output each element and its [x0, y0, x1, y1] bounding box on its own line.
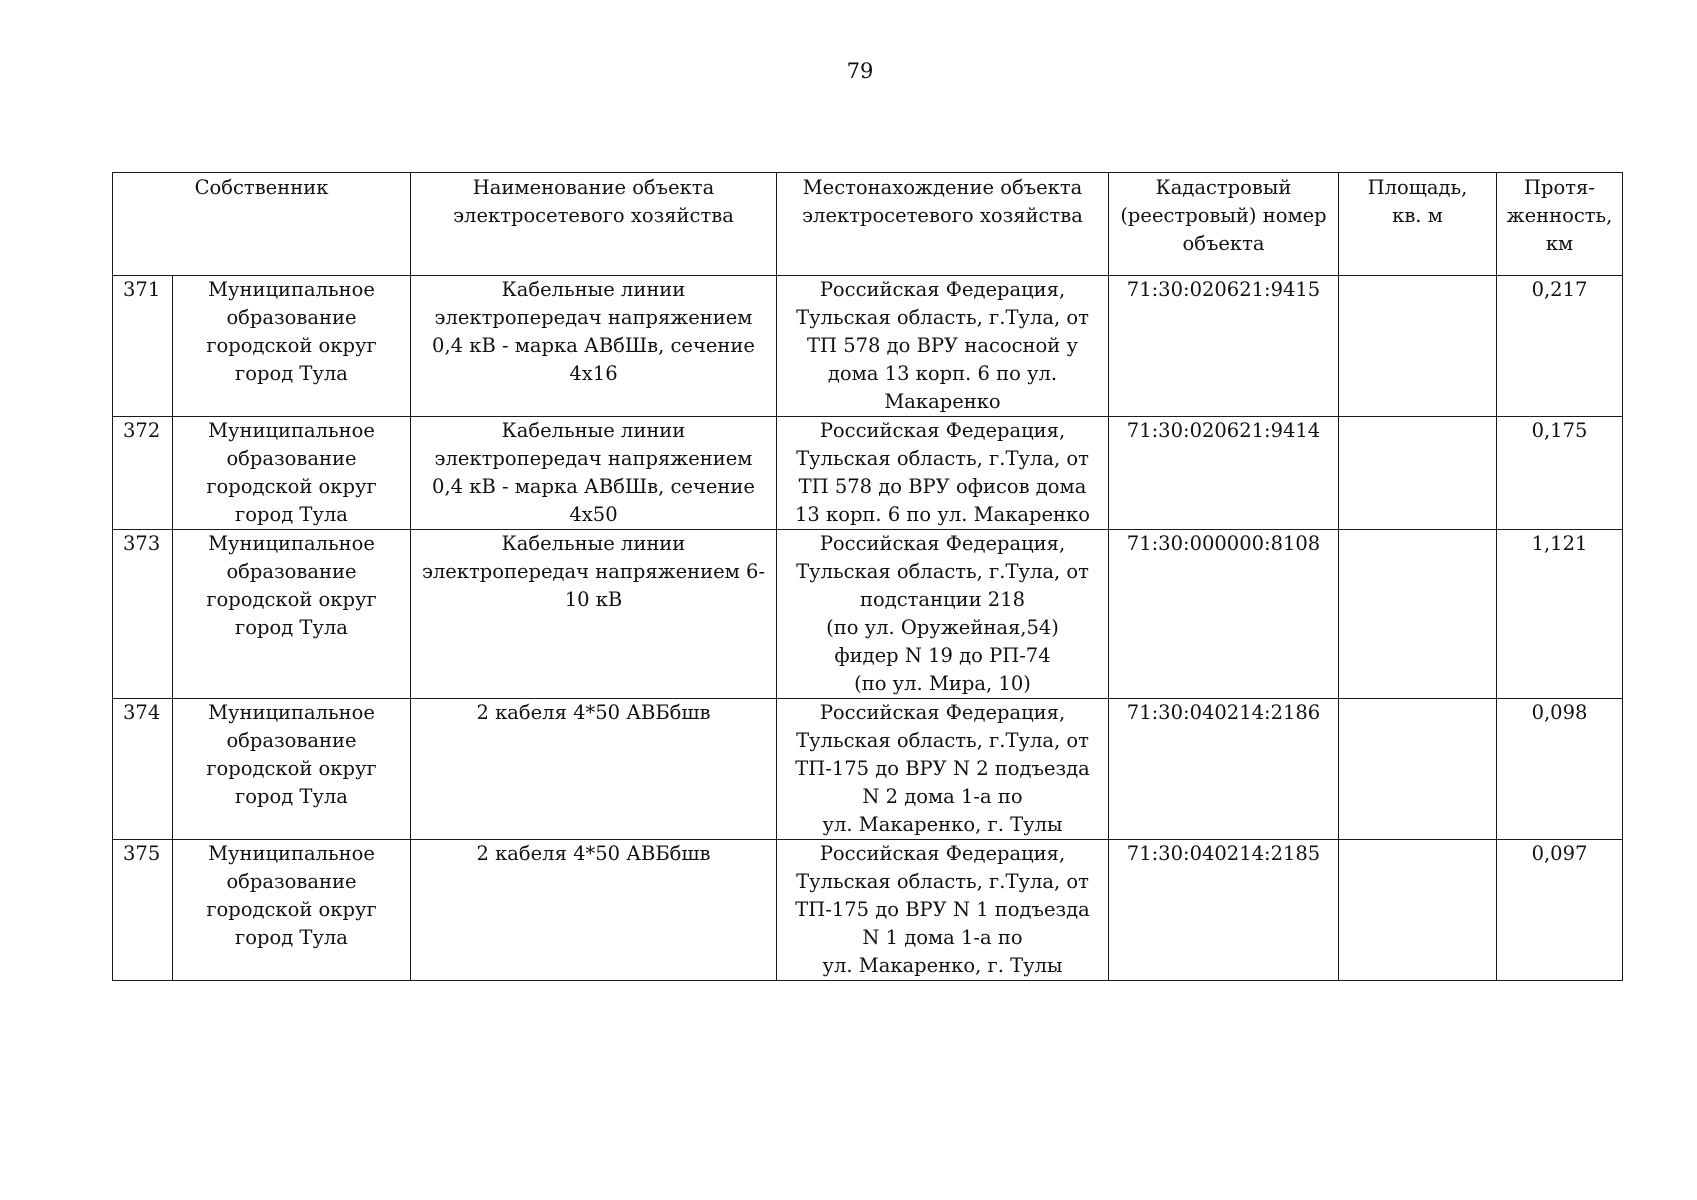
- text-line: Российская Федерация,: [819, 278, 1066, 301]
- row-number: 372: [113, 417, 173, 530]
- text-line: 13 корп. 6 по ул. Макаренко: [795, 503, 1090, 526]
- text-line: дома 13 корп. 6 по ул.: [827, 362, 1058, 385]
- text-line: (по ул. Мира, 10): [854, 672, 1031, 695]
- text-line: образование: [226, 729, 357, 752]
- location-cell: [777, 840, 1109, 981]
- text-line: Муниципальное: [208, 532, 375, 555]
- length-cell: 0,175: [1497, 417, 1623, 530]
- text-line: ул. Макаренко, г. Тулы: [822, 954, 1063, 977]
- text-line: Кабельные линии: [501, 419, 686, 442]
- text-line: (по ул. Оружейная,54): [826, 616, 1059, 639]
- text-line: ТП 578 до ВРУ насосной у: [807, 334, 1078, 357]
- text-line: Местонахождение объекта: [802, 176, 1083, 199]
- text-line: городской округ: [206, 757, 377, 780]
- owner-cell: [173, 699, 411, 840]
- text-line: электропередач напряжением: [434, 447, 753, 470]
- row-number: 374: [113, 699, 173, 840]
- text-line: Собственник: [194, 176, 329, 199]
- area-cell: [1339, 530, 1497, 699]
- text-line: ТП-175 до ВРУ N 1 подъезда: [795, 898, 1090, 921]
- owner-cell: [173, 840, 411, 981]
- text-line: подстанции 218: [859, 588, 1026, 611]
- text-line: N 2 дома 1-а по: [862, 785, 1023, 808]
- text-line: образование: [226, 306, 357, 329]
- text-line: электросетевого хозяйства: [802, 204, 1083, 227]
- header-cadastral-number: [1109, 173, 1339, 276]
- text-line: электропередач напряжением: [434, 306, 753, 329]
- cadastral-number-cell: 71:30:040214:2186: [1109, 699, 1339, 840]
- area-cell: [1339, 840, 1497, 981]
- table-row: [113, 530, 1623, 699]
- text-line: Тульская область, г.Тула, от: [796, 306, 1089, 329]
- text-line: 2 кабеля 4*50 АВБбшв: [476, 701, 711, 724]
- text-line: Муниципальное: [208, 278, 375, 301]
- text-line: Тульская область, г.Тула, от: [796, 729, 1089, 752]
- text-line: 0,4 кВ - марка АВбШв, сечение: [432, 475, 755, 498]
- text-line: Кабельные линии: [501, 532, 686, 555]
- length-cell: 0,217: [1497, 276, 1623, 417]
- text-line: Тульская область, г.Тула, от: [796, 447, 1089, 470]
- location-cell: [777, 530, 1109, 699]
- text-line: км: [1545, 232, 1574, 255]
- text-line: город Тула: [235, 503, 348, 526]
- text-line: Российская Федерация,: [819, 842, 1066, 865]
- cadastral-number-cell: 71:30:020621:9415: [1109, 276, 1339, 417]
- owner-cell: [173, 417, 411, 530]
- text-line: Макаренко: [884, 390, 1001, 413]
- text-line: Наименование объекта: [472, 176, 715, 199]
- text-line: городской округ: [206, 475, 377, 498]
- area-cell: [1339, 417, 1497, 530]
- text-line: Муниципальное: [208, 419, 375, 442]
- text-line: городской округ: [206, 334, 377, 357]
- header-owner: [113, 173, 411, 276]
- header-object-name: [411, 173, 777, 276]
- text-line: Кадастровый: [1155, 176, 1292, 199]
- table-row: [113, 417, 1623, 530]
- table-row: [113, 276, 1623, 417]
- text-line: кв. м: [1392, 204, 1443, 227]
- text-line: ТП 578 до ВРУ офисов дома: [798, 475, 1087, 498]
- row-number: 371: [113, 276, 173, 417]
- text-line: Кабельные линии: [501, 278, 686, 301]
- header-area: [1339, 173, 1497, 276]
- location-cell: [777, 417, 1109, 530]
- owner-cell: [173, 276, 411, 417]
- object-name-cell: [411, 840, 777, 981]
- text-line: 4х50: [569, 503, 618, 526]
- cadastral-number-cell: 71:30:040214:2185: [1109, 840, 1339, 981]
- length-cell: 1,121: [1497, 530, 1623, 699]
- registry-table: [112, 172, 1623, 981]
- cadastral-number-cell: 71:30:000000:8108: [1109, 530, 1339, 699]
- text-line: ТП-175 до ВРУ N 2 подъезда: [795, 757, 1090, 780]
- text-line: (реестровый) номер: [1120, 204, 1327, 227]
- text-line: Тульская область, г.Тула, от: [796, 560, 1089, 583]
- header-length: [1497, 173, 1623, 276]
- text-line: образование: [226, 870, 357, 893]
- text-line: 4х16: [569, 362, 618, 385]
- table-row: [113, 699, 1623, 840]
- row-number: 373: [113, 530, 173, 699]
- text-line: электропередач напряжением 6-: [421, 560, 766, 583]
- text-line: электросетевого хозяйства: [453, 204, 734, 227]
- text-line: Муниципальное: [208, 701, 375, 724]
- text-line: N 1 дома 1-а по: [862, 926, 1023, 949]
- location-cell: [777, 276, 1109, 417]
- text-line: 0,4 кВ - марка АВбШв, сечение: [432, 334, 755, 357]
- text-line: Российская Федерация,: [819, 701, 1066, 724]
- text-line: объекта: [1182, 232, 1265, 255]
- page-number: 79: [846, 59, 874, 83]
- area-cell: [1339, 276, 1497, 417]
- row-number: 375: [113, 840, 173, 981]
- text-line: город Тула: [235, 785, 348, 808]
- object-name-cell: [411, 276, 777, 417]
- length-cell: 0,098: [1497, 699, 1623, 840]
- text-line: 2 кабеля 4*50 АВБбшв: [476, 842, 711, 865]
- object-name-cell: [411, 699, 777, 840]
- area-cell: [1339, 699, 1497, 840]
- object-name-cell: [411, 530, 777, 699]
- text-line: женность,: [1506, 204, 1613, 227]
- text-line: ул. Макаренко, г. Тулы: [822, 813, 1063, 836]
- location-cell: [777, 699, 1109, 840]
- text-line: город Тула: [235, 362, 348, 385]
- text-line: фидер N 19 до РП-74: [834, 644, 1051, 667]
- text-line: город Тула: [235, 616, 348, 639]
- header-location: [777, 173, 1109, 276]
- text-line: Площадь,: [1367, 176, 1468, 199]
- text-line: Протя-: [1524, 176, 1595, 199]
- text-line: городской округ: [206, 898, 377, 921]
- text-line: Российская Федерация,: [819, 419, 1066, 442]
- table-header-row: [113, 173, 1623, 276]
- text-line: Российская Федерация,: [819, 532, 1066, 555]
- text-line: образование: [226, 447, 357, 470]
- owner-cell: [173, 530, 411, 699]
- text-line: образование: [226, 560, 357, 583]
- table-row: [113, 840, 1623, 981]
- text-line: 10 кВ: [564, 588, 623, 611]
- text-line: Муниципальное: [208, 842, 375, 865]
- text-line: городской округ: [206, 588, 377, 611]
- text-line: Тульская область, г.Тула, от: [796, 870, 1089, 893]
- cadastral-number-cell: 71:30:020621:9414: [1109, 417, 1339, 530]
- text-line: город Тула: [235, 926, 348, 949]
- object-name-cell: [411, 417, 777, 530]
- length-cell: 0,097: [1497, 840, 1623, 981]
